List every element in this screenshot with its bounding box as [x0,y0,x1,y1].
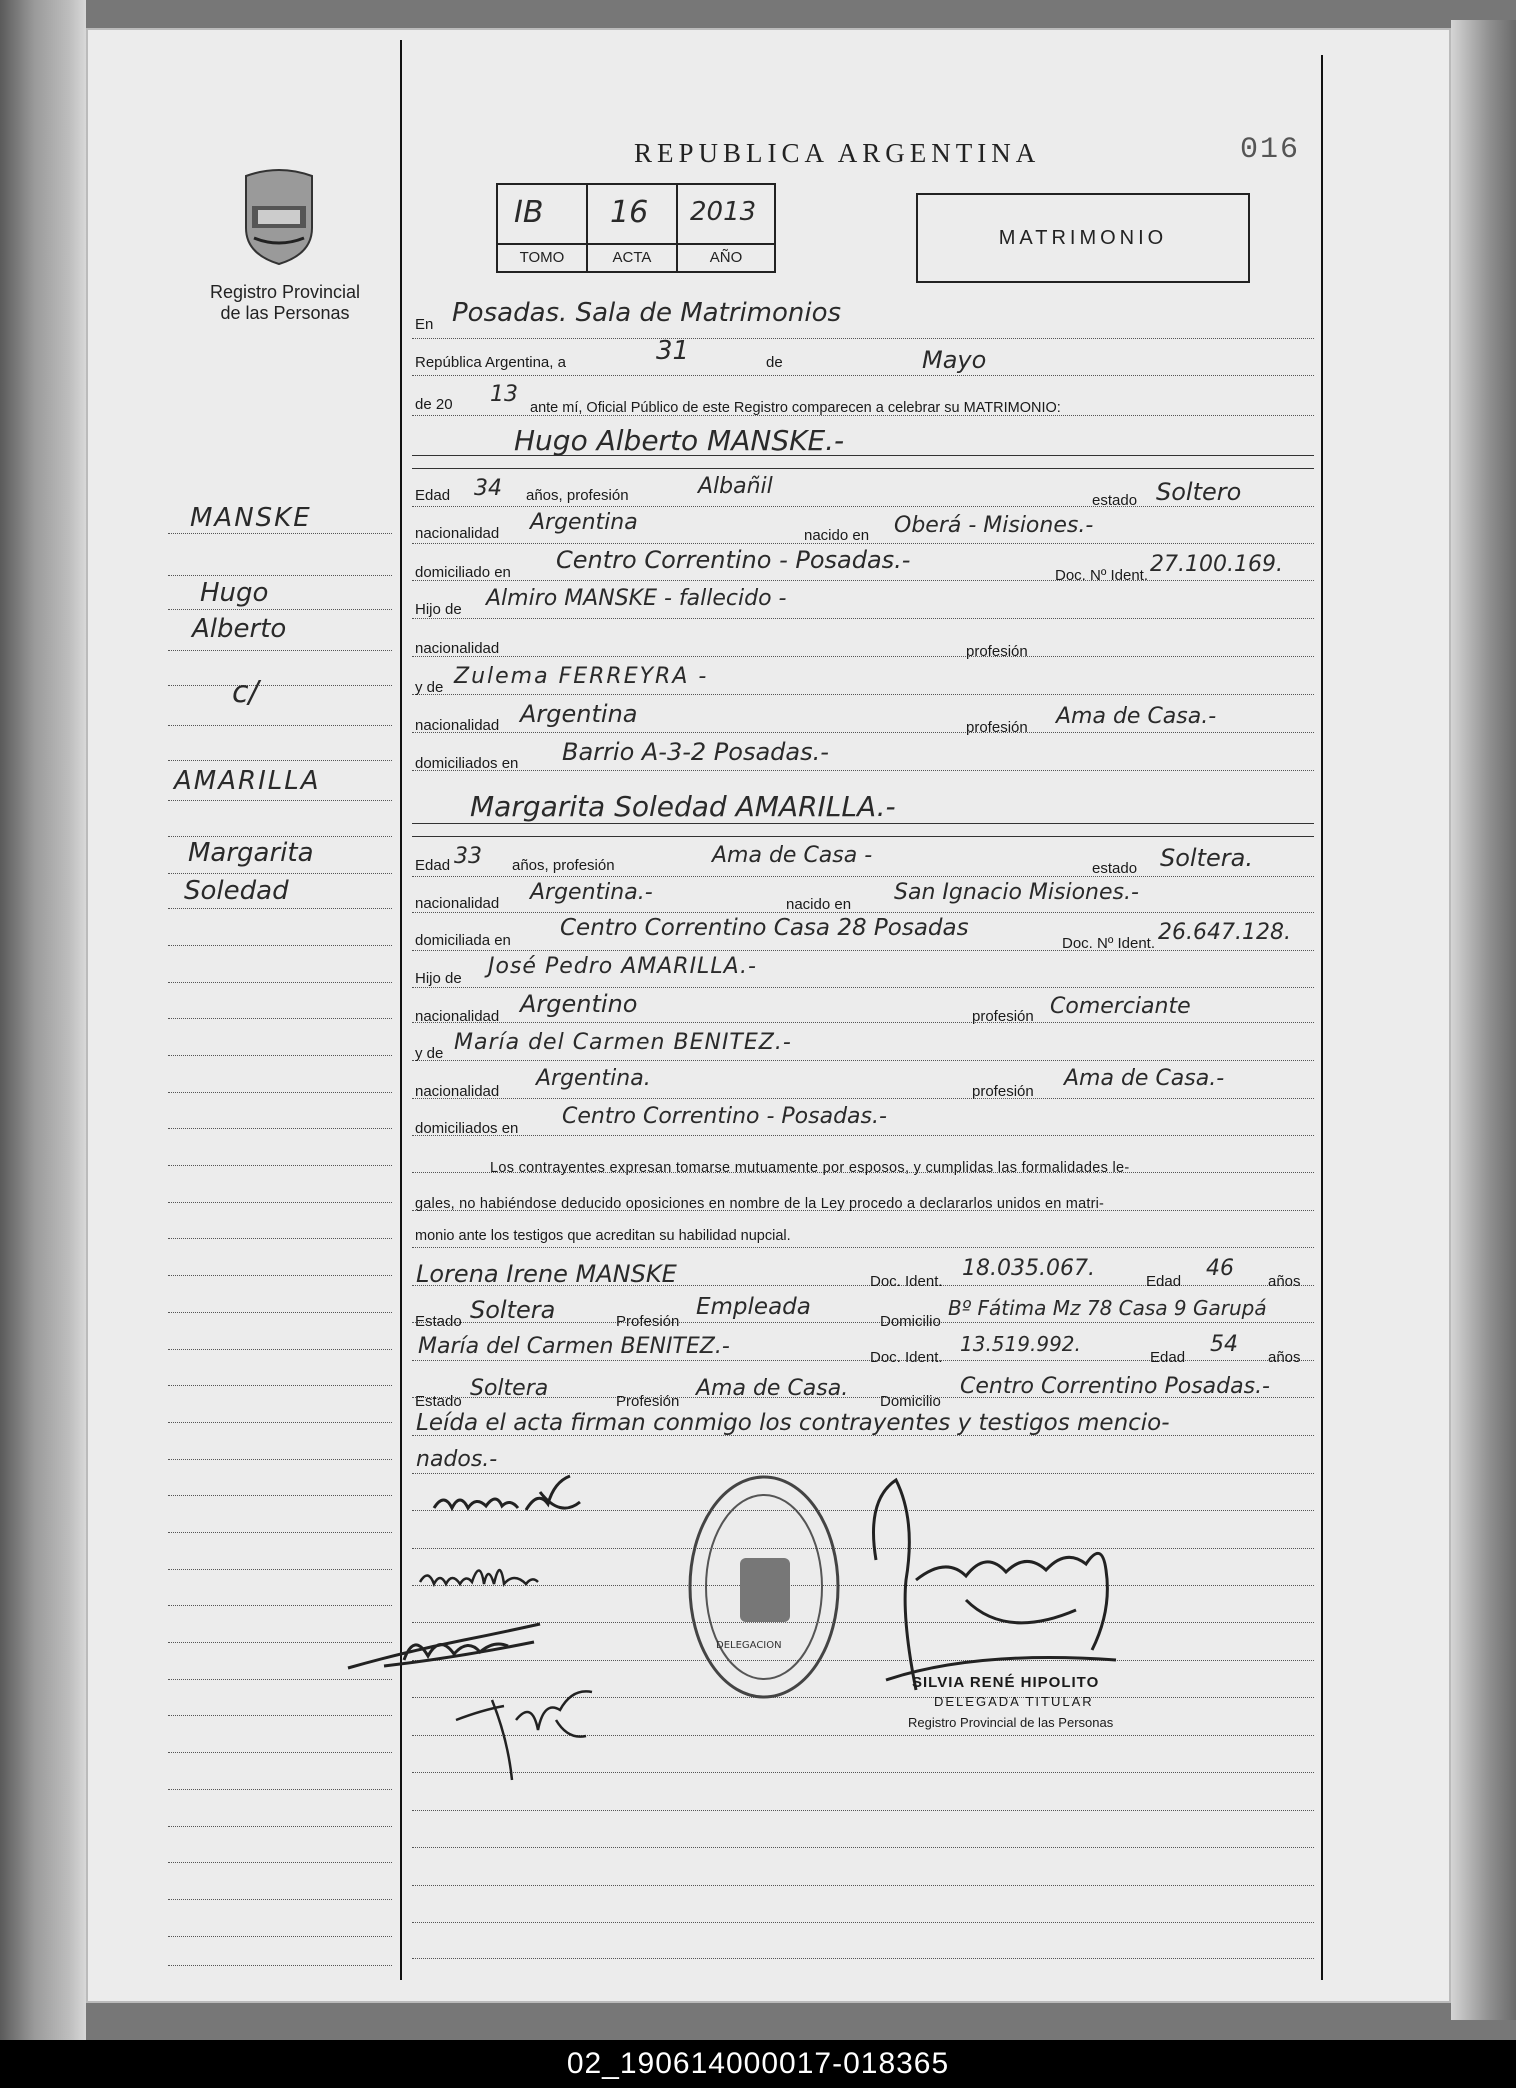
groom-doc-label: Doc. Nº Ident. [1055,567,1149,584]
witness1-profesion: Empleada [696,1294,811,1320]
bride-nac-label: nacionalidad [415,895,500,912]
bride-doc-label: Doc. Nº Ident. [1062,935,1156,952]
declaration-line-2: gales, no habiéndose deducido oposiciones en nombre de la Ley procedo a declararlos unidos en matri- [415,1196,1105,1212]
bride-padre-nac: Argentino [520,990,638,1018]
bride-anos-label: años, profesión [512,857,615,874]
groom-edad: 34 [474,476,502,501]
margin-conjunction: c/ [232,675,259,710]
witness2-estado: Soltera [470,1376,549,1401]
witness1-prof-label: Profesión [616,1313,680,1330]
margin-given-groom-1: Hugo [200,578,269,608]
margin-given-groom-2: Alberto [192,614,287,644]
bride-madre-prof-label: profesión [972,1083,1034,1100]
bride-profesion: Ama de Casa - [712,843,873,868]
act-type-box: MATRIMONIO [916,193,1250,283]
witness1-edad-label: Edad [1146,1273,1182,1290]
witness2-prof-label: Profesión [616,1393,680,1410]
bride-madre-nac-label: nacionalidad [415,1083,500,1100]
groom-full-name: Hugo Alberto MANSKE.- [514,424,845,457]
bride-full-name: Margarita Soledad AMARILLA.- [470,790,896,823]
registry-name [190,282,380,324]
witness1-doc-label: Doc. Ident. [870,1273,943,1290]
bride-edad: 33 [454,844,482,869]
groom-padre-nac-label: nacionalidad [415,640,500,657]
witness1-name: Lorena Irene MANSKE [416,1260,677,1288]
groom-profesion: Albañil [698,474,773,499]
margin-surname-groom: MANSKE [190,503,312,533]
groom-edad-label: Edad [415,487,451,504]
right-border [1321,55,1323,1980]
witness2-doc-label: Doc. Ident. [870,1349,943,1366]
witness1-estado: Soltera [470,1296,556,1324]
place-value: Posadas. Sala de Matrimonios [452,298,842,328]
witness2-doc: 13.519.992. [960,1332,1081,1356]
bride-yde-label: y de [415,1045,444,1062]
witness2-domicilio: Centro Correntino Posadas.- [960,1374,1270,1399]
tomo-label: TOMO [498,243,588,273]
bride-padre: José Pedro AMARILLA.- [488,954,757,979]
witness2-dom-label: Domicilio [880,1393,941,1410]
republica-label: República Argentina, a [415,354,566,371]
groom-nac-label: nacionalidad [415,525,500,542]
groom-padre-prof-label: profesión [966,643,1028,660]
groom-madre-nac-label: nacionalidad [415,717,500,734]
groom-hijo-label: Hijo de [415,601,462,618]
groom-dom-label: domiciliado en [415,564,511,581]
book-spine [0,0,86,2040]
bride-doc: 26.647.128. [1158,920,1291,945]
svg-text:DELEGACION: DELEGACION [716,1640,782,1651]
witness2-edad: 54 [1210,1332,1238,1357]
official-org: Registro Provincial de las Personas [908,1715,1114,1730]
bride-estado-label: estado [1092,860,1138,877]
witness1-anos-label: años [1268,1273,1301,1290]
registry-line-2: de las Personas [220,303,350,323]
bride-padre-prof: Comerciante [1050,994,1191,1019]
country-heading: REPUBLICA ARGENTINA [634,138,1041,168]
bride-dom-label: domiciliada en [415,932,511,949]
closing-line-1: Leída el acta firman conmigo los contrayentes y testigos mencio- [416,1410,1170,1436]
bride-madre: María del Carmen BENITEZ.- [454,1030,792,1055]
official-name: SILVIA RENÉ HIPOLITO [912,1674,1100,1691]
acta-value: 16 [610,195,649,230]
witness1-edad: 46 [1206,1256,1234,1281]
en-label: En [415,316,434,333]
registry-line-1: Registro Provincial [209,282,361,302]
bride-nacido: San Ignacio Misiones.- [894,880,1139,905]
acta-label: ACTA [588,243,678,273]
book-edge [1451,20,1516,2020]
bride-madre-prof: Ama de Casa.- [1064,1066,1225,1091]
witness1-estado-label: Estado [415,1313,462,1330]
groom-doc: 27.100.169. [1150,552,1283,577]
groom-estado-label: estado [1092,492,1138,509]
bride-padre-prof-label: profesión [972,1008,1034,1025]
witness1-dom-label: Domicilio [880,1313,941,1330]
bride-estado: Soltera. [1160,844,1253,872]
groom-domicilio: Centro Correntino - Posadas.- [556,546,911,574]
bride-padres-dom: Centro Correntino - Posadas.- [562,1104,887,1129]
groom-nacido: Oberá - Misiones.- [894,513,1094,538]
witness2-edad-label: Edad [1150,1349,1186,1366]
month-value: Mayo [922,346,987,374]
year-suffix-label: ante mí, Oficial Público de este Registro comparecen a celebrar su MATRIMONIO: [530,400,1061,416]
groom-madre-prof-label: profesión [966,719,1028,736]
bride-nacido-label: nacido en [786,896,852,913]
margin-surname-bride: AMARILLA [174,766,321,796]
ano-value: 2013 [690,197,757,227]
bride-nacionalidad: Argentina.- [530,880,653,905]
witness1-domicilio: Bº Fátima Mz 78 Casa 9 Garupá [948,1296,1267,1320]
bride-padre-nac-label: nacionalidad [415,1008,500,1025]
witness2-name: María del Carmen BENITEZ.- [418,1334,730,1359]
signature-witness-1 [344,1604,544,1684]
groom-doms-label: domiciliados en [415,755,519,772]
ano-label: AÑO [678,243,774,273]
groom-padre: Almiro MANSKE - fallecido - [486,586,787,611]
column-divider [400,40,402,1980]
groom-madre: Zulema FERREYRA - [454,664,709,689]
groom-estado: Soltero [1156,478,1242,506]
signature-bride [414,1550,544,1600]
de-label: de [766,354,783,371]
tomo-value: IB [514,195,544,230]
groom-madre-prof: Ama de Casa.- [1056,704,1217,729]
declaration-line-3: monio ante los testigos que acreditan su habilidad nupcial. [415,1228,791,1244]
folio-number: 016 [1240,133,1301,167]
margin-given-bride-1: Margarita [188,838,314,868]
witness2-anos-label: años [1268,1349,1301,1366]
witness2-profesion: Ama de Casa. [696,1376,849,1401]
margin-given-bride-2: Soledad [184,876,289,906]
province-emblem-icon [240,166,318,266]
bride-domicilio: Centro Correntino Casa 28 Posadas [560,915,969,941]
bride-edad-label: Edad [415,857,451,874]
day-value: 31 [656,336,690,366]
groom-yde-label: y de [415,679,444,696]
signature-witness-2 [452,1680,602,1790]
bride-madre-nac: Argentina. [536,1066,651,1091]
signature-groom [430,1462,590,1532]
groom-padres-dom: Barrio A-3-2 Posadas.- [562,738,829,766]
declaration-line-1: Los contrayentes expresan tomarse mutuamente por esposos, y cumplidas las formalidades le- [490,1160,1130,1176]
year-value: 13 [490,382,518,407]
bride-hijo-label: Hijo de [415,970,462,987]
year-prefix-label: de 20 [415,396,453,413]
closing-line-2: nados.- [416,1447,498,1472]
witness1-doc: 18.035.067. [962,1256,1095,1281]
witness2-estado-label: Estado [415,1393,462,1410]
official-title: DELEGADA TITULAR [934,1694,1094,1709]
groom-anos-label: años, profesión [526,487,629,504]
groom-nacionalidad: Argentina [530,510,638,535]
act-id-box [496,183,776,273]
bride-doms-label: domiciliados en [415,1120,519,1137]
official-seal [686,1472,842,1702]
image-filename: 02_190614000017-018365 [0,2040,1516,2088]
groom-nacido-label: nacido en [804,527,870,544]
groom-madre-nac: Argentina [520,700,638,728]
